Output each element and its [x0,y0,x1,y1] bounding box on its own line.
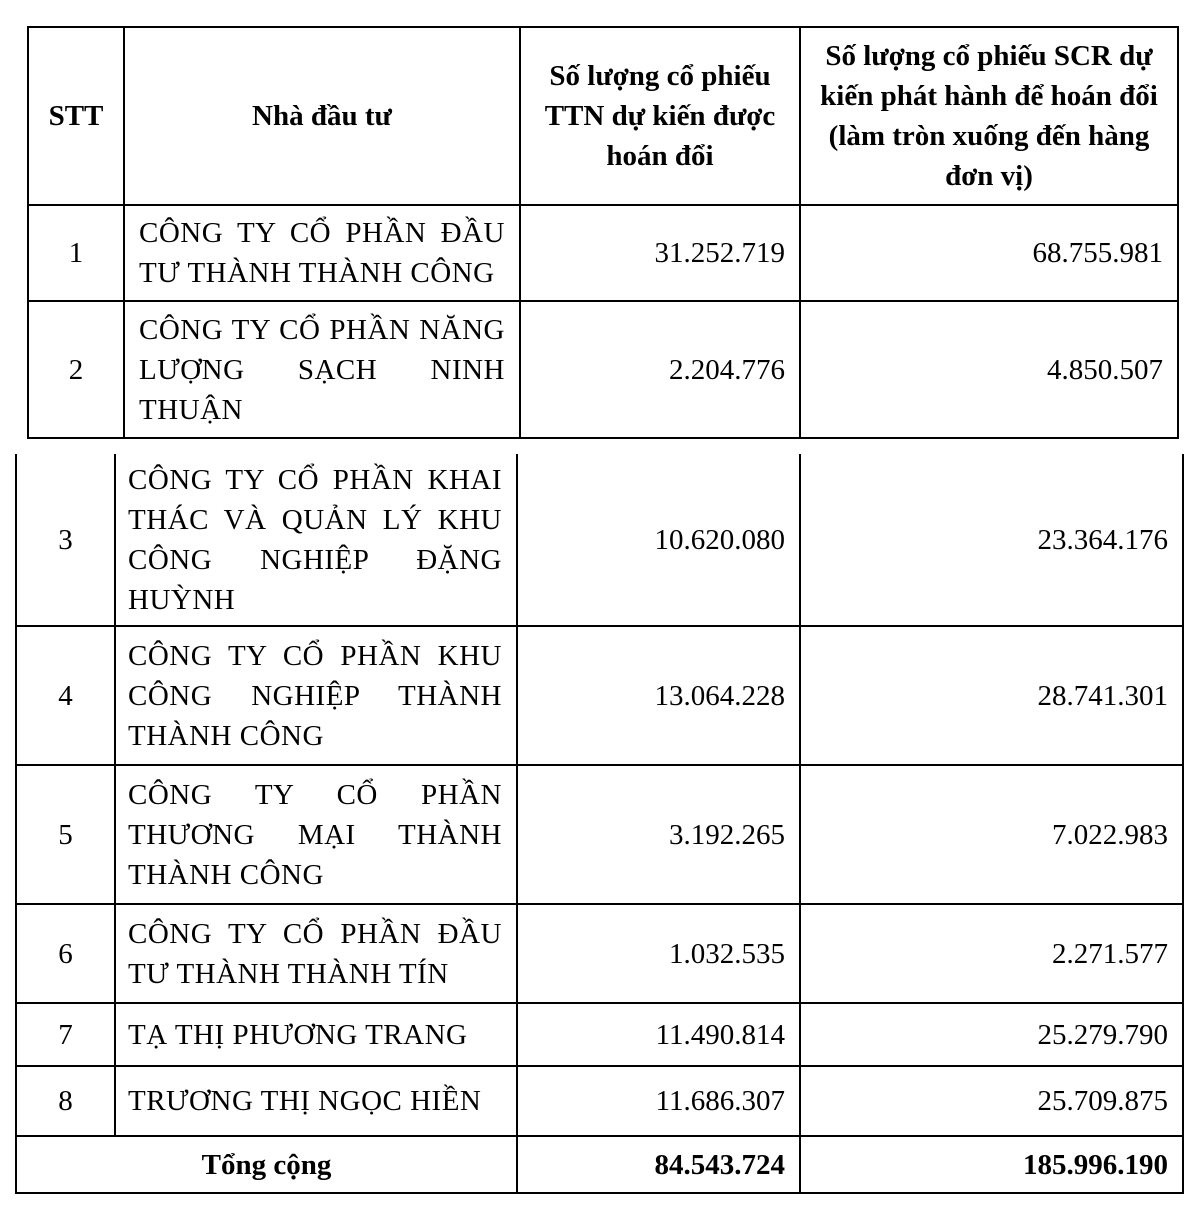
table-row [16,454,1183,626]
row-scr-shares: 25.279.790 [800,1003,1183,1066]
row-scr-shares: 68.755.981 [800,205,1178,301]
table-row [16,1066,1183,1136]
row-stt: 5 [16,765,115,904]
row-scr-shares: 23.364.176 [800,454,1183,626]
row-stt: 7 [16,1003,115,1066]
row-ttn-shares: 10.620.080 [517,454,800,626]
row-ttn-shares: 31.252.719 [520,205,800,301]
row-investor: TẠ THỊ PHƯƠNG TRANG [115,1003,517,1066]
row-investor: CÔNG TY CỔ PHẦN KHAI THÁC VÀ QUẢN LÝ KHU CÔNG NGHIỆP ĐẶNG HUỲNH [115,454,517,626]
row-ttn-shares: 13.064.228 [517,626,800,765]
table-row [16,1003,1183,1066]
table-row [16,765,1183,904]
total-scr-shares: 185.996.190 [800,1136,1183,1193]
row-ttn-shares: 11.686.307 [517,1066,800,1136]
row-ttn-shares: 3.192.265 [517,765,800,904]
row-investor: CÔNG TY CỔ PHẦN ĐẦU TƯ THÀNH THÀNH TÍN [115,904,517,1003]
total-label: Tổng cộng [16,1136,517,1193]
table-row [28,205,1178,301]
row-stt: 4 [16,626,115,765]
row-investor: CÔNG TY CỔ PHẦN ĐẦU TƯ THÀNH THÀNH CÔNG [124,205,520,301]
header-scr-shares: Số lượng cổ phiếu SCR dự kiến phát hành để hoán đổi (làm tròn xuống đến hàng đơn vị) [800,27,1178,205]
row-investor: CÔNG TY CỔ PHẦN THƯƠNG MẠI THÀNH THÀNH CÔNG [115,765,517,904]
total-row [16,1136,1183,1193]
total-ttn-shares: 84.543.724 [517,1136,800,1193]
shares-table-part-1 [27,26,1179,439]
header-ttn-shares: Số lượng cổ phiếu TTN dự kiến được hoán đổi [520,27,800,205]
header-investor: Nhà đầu tư [124,27,520,205]
row-investor: TRƯƠNG THỊ NGỌC HIỀN [115,1066,517,1136]
row-scr-shares: 2.271.577 [800,904,1183,1003]
table-row [16,626,1183,765]
table-row [28,301,1178,438]
row-investor: CÔNG TY CỔ PHẦN KHU CÔNG NGHIỆP THÀNH THÀNH CÔNG [115,626,517,765]
row-stt: 3 [16,454,115,626]
row-scr-shares: 4.850.507 [800,301,1178,438]
row-stt: 8 [16,1066,115,1136]
row-ttn-shares: 1.032.535 [517,904,800,1003]
row-stt: 6 [16,904,115,1003]
header-row [28,27,1178,205]
row-ttn-shares: 2.204.776 [520,301,800,438]
table-row [16,904,1183,1003]
row-stt: 2 [28,301,124,438]
row-stt: 1 [28,205,124,301]
shares-table-part-2 [15,454,1184,1194]
row-scr-shares: 28.741.301 [800,626,1183,765]
row-scr-shares: 7.022.983 [800,765,1183,904]
row-investor: CÔNG TY CỔ PHẦN NĂNG LƯỢNG SẠCH NINH THUẬN [124,301,520,438]
row-ttn-shares: 11.490.814 [517,1003,800,1066]
row-scr-shares: 25.709.875 [800,1066,1183,1136]
header-stt: STT [28,27,124,205]
